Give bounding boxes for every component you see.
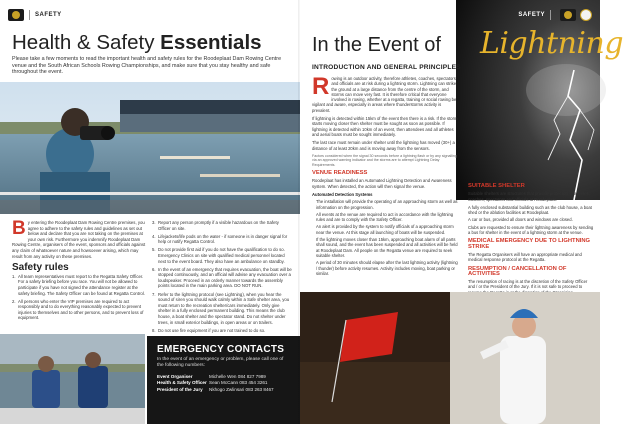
list-number: 1. <box>12 273 16 279</box>
shelter-paragraph-2: Clubs are requested to ensure their lightning awareness by sending a bus for shelter in the event of a lightning storm at the venue. <box>468 224 594 236</box>
page-title <box>12 32 262 54</box>
intro-paragraph: owing is an outdoor activity, therefore athletes, coaches, spectators and officials are at risk during a lightning storm. Lightning can strike the ground at a large distance from the centre of the storm, and storms can move very fast. It is therefore critical that everyone involved in rowing, whether at a regatta, training or social rowing be vigilant and aware, especially in areas where thunderstorms activity is prevalent. <box>312 76 457 113</box>
coaches-photo-illustration <box>0 334 145 424</box>
dropcap: R <box>312 73 330 100</box>
list-item <box>152 267 292 289</box>
dropcap: B <box>12 218 26 239</box>
emergency-subtitle: In the event of an emergency or problem, please call one of the following numbers: <box>157 357 284 368</box>
list-item <box>12 299 147 321</box>
list-item <box>12 274 147 296</box>
right-body-column-2 <box>468 180 594 309</box>
regatta-photo <box>0 82 300 214</box>
contact-role: President of the Jury <box>157 386 203 392</box>
list-item <box>152 292 292 326</box>
right-body-column <box>312 73 458 278</box>
auto-heading: Automated Detection Systems <box>312 191 373 197</box>
right-header <box>518 8 592 22</box>
list-text: Do not use fire equipment if you are not trained to do so. <box>158 327 266 333</box>
list-item: An alert is provided by the system to notify officials of a approaching storm near the venue. At this stage all launching of boats will be suspended. <box>316 224 454 235</box>
left-body-column-2 <box>152 220 292 344</box>
header-divider <box>550 10 551 20</box>
event-logo <box>560 9 576 21</box>
list-item: A period of 30 minutes should elapse after the last lightning activity (lightning / thunder) before activity resumes. Activity includes moving, boat parking or similar. <box>316 260 458 276</box>
medical-heading: MEDICAL EMERGENCY DUE TO LIGHTNING STRIKE <box>468 238 591 250</box>
section-label: SAFETY <box>35 12 62 18</box>
coaches-photo <box>0 334 145 424</box>
association-logo <box>580 9 592 21</box>
list-item: If the lightning moves closer than 15km, approaching boat alarm of all parts shall sound, and the event has been suspended and all activities will be held at Roodeplaat Dam. All people on the Regatta venue are required to seek suitable shelter. <box>316 237 458 258</box>
list-item <box>152 234 292 245</box>
title-regular: Health & Safety <box>12 31 161 54</box>
officials-photo <box>300 292 600 424</box>
shelter-paragraph: Suitable shelters are structures that provide protection to athletes, coaches, spectators and officials at Roodeplaat. <box>468 191 590 202</box>
page-title-script: Lightning <box>480 26 623 61</box>
contact-person: Sean McCann 083 454 3261 <box>209 380 268 386</box>
list-text: All team representatives must report to the Regatta Safety Officer. For a safety briefing before you race. You will not be allowed to participate if you have not signed the attendance register at the safety briefing. The Safety Officer can be found at Regatta Control. <box>18 273 145 296</box>
page-title: In the Event of <box>312 34 441 56</box>
emergency-row <box>157 387 290 393</box>
venue-heading: VENUE READINESS <box>312 170 368 177</box>
list-item <box>152 247 292 264</box>
rules-list <box>12 274 147 321</box>
shelter-list <box>468 205 594 223</box>
emergency-contacts-box <box>147 336 300 424</box>
officials-photo-illustration <box>300 292 600 424</box>
list-text: Refer to the lightning protocol (see Lightning), when you hear the sound of siren you should walk calmly within a Safe shelter area, you must return to the recreation shelter/cars immediately. Only give shelter in a fully enclosed permanent building. This means the club house, a boat shelter and the spectator stand. Do not shelter under trees, in small exterior buildings, in open areas or on trailers. <box>158 291 290 325</box>
shelter-heading: SUITABLE SHELTER <box>468 183 525 189</box>
list-number: 2. <box>12 298 16 304</box>
list-item: A fully enclosed substantial building such as the club house, a boat shed or the ablution facilities at Roodeplaat. <box>468 204 592 216</box>
list-item <box>152 220 292 231</box>
list-item: A car or bus, provided all doors and windows are closed. <box>468 217 573 223</box>
venue-paragraph: Roodeplaat has installed an Automated Lightning Detection and Awareness system. When detected, the action will then signal the venue. <box>312 178 452 189</box>
auto-list <box>312 199 458 276</box>
logo-emblem-icon <box>12 11 20 19</box>
logo-emblem-icon <box>564 11 572 19</box>
list-number: 6. <box>152 266 156 272</box>
emergency-title: EMERGENCY CONTACTS <box>157 344 285 355</box>
rules-heading: Safety rules <box>12 262 69 274</box>
list-item: The installation will provide the operating of an approaching storm as well as information on the progression. <box>316 199 458 210</box>
contact-person: Nkhogo Zwlinsari 083 263 8467 <box>209 386 274 392</box>
paragraph: If lightning is detected within 15km of the event then there is a risk. If the storm starts moving closer then shelter must be sought as soon as possible. If lightning is detected within 10km of an event, then attendees and all athletes and aerial boats must be sought immediately. <box>312 116 458 137</box>
list-text: All persons who enter the VIP premises are required to act responsibly and to do everything reasonably expected to prevent injuries to themselves and to other persons, and to prevent loss of equipment. <box>18 298 144 321</box>
event-logo <box>8 9 24 21</box>
header-divider <box>29 10 30 20</box>
paragraph: The last race must remain under shelter until the lightning has moved (30+) a distance of at least 20km and is moving away from the sensors. <box>312 140 455 151</box>
medical-paragraph: The Regatta Organisers will have an appropriate medical and medical response protocol at the Regatta. <box>468 251 582 263</box>
list-text: Report any person promptly if a visible hazardous on the Safety Officer on site. <box>158 220 279 231</box>
title-bold: Essentials <box>160 31 262 54</box>
footnote: Factors considered when the signal 30 seconds before a lightning flash or by any signalling via an approved warning indicator and the storms are to attempt Lightning Delay Requirements. <box>312 153 457 167</box>
list-number: 8. <box>152 327 156 333</box>
resume-paragraph: The resumption of racing is at the discretion of the Safety Officer and / or the President of the Jury. If it is not safe to proceed to <box>468 279 588 290</box>
left-body-column <box>12 220 147 324</box>
section-heading: INTRODUCTION AND GENERAL PRINCIPLES <box>312 64 461 71</box>
right-page <box>300 0 623 424</box>
resume-heading: RESUMPTION / CANCELLATION OF ACTIVITIES <box>468 265 567 277</box>
intro-text: Please take a few moments to read the important health and safety rules for the Roodeplaat Dam Rowing Centre venue and the South African Schools Rowing Championships, and make sure that you stay healthy and safe throughout the event. <box>12 56 282 76</box>
list-text: Do not provide first aid if you do not have the qualification to do so. Emergency Clinics on site with qualified medical personnel located next to the event board. They also have an ambulance on standby. <box>158 247 285 264</box>
list-text: Lifejackets/life pods on the water - if someone is in danger signal for help or notify Regatta Control. <box>158 233 288 245</box>
regatta-photo-illustration <box>0 82 300 214</box>
list-number: 7. <box>152 291 156 297</box>
list-item <box>152 328 292 334</box>
left-header <box>8 8 62 22</box>
list-item: All events at the venue are required to act in accordance with the lightning rules and are to comply with the Safety Officer. <box>316 211 454 223</box>
contact-person: Michelle Wen 084 827 7989 <box>209 374 266 379</box>
body-paragraph: y entering the Roodeplaat Dam Rowing Centre premises, you agree to adhere to the safety rules and guidelines as set out below and declare that you are not taking on the premises at your own risk. Furthermore you indemnify Roodeplaat Dam Rowing Centre, organisers of the event, sponsors and officials against any claim of whatsoever nature and howsoever arising, which may result from any activity on these premises. <box>12 220 146 259</box>
rules-list-continued <box>152 220 292 341</box>
contact-role: Health & Safety Officer <box>157 380 207 386</box>
list-number: 4. <box>152 233 156 239</box>
list-number: 3. <box>152 220 156 225</box>
section-label: SAFETY <box>518 12 545 18</box>
list-number: 5. <box>152 247 156 253</box>
list-text: In the event of an emergency that requires evacuation, the boat will be stopped continuously, and an official will advise any evacuation over a loudspeaker. Proceed in an orderly manner towards the assembly points located in the main parking area. DO NOT RUN. <box>158 266 292 289</box>
contact-role: Event Organiser <box>157 374 193 379</box>
emergency-rows <box>157 374 290 393</box>
left-page <box>0 0 300 424</box>
